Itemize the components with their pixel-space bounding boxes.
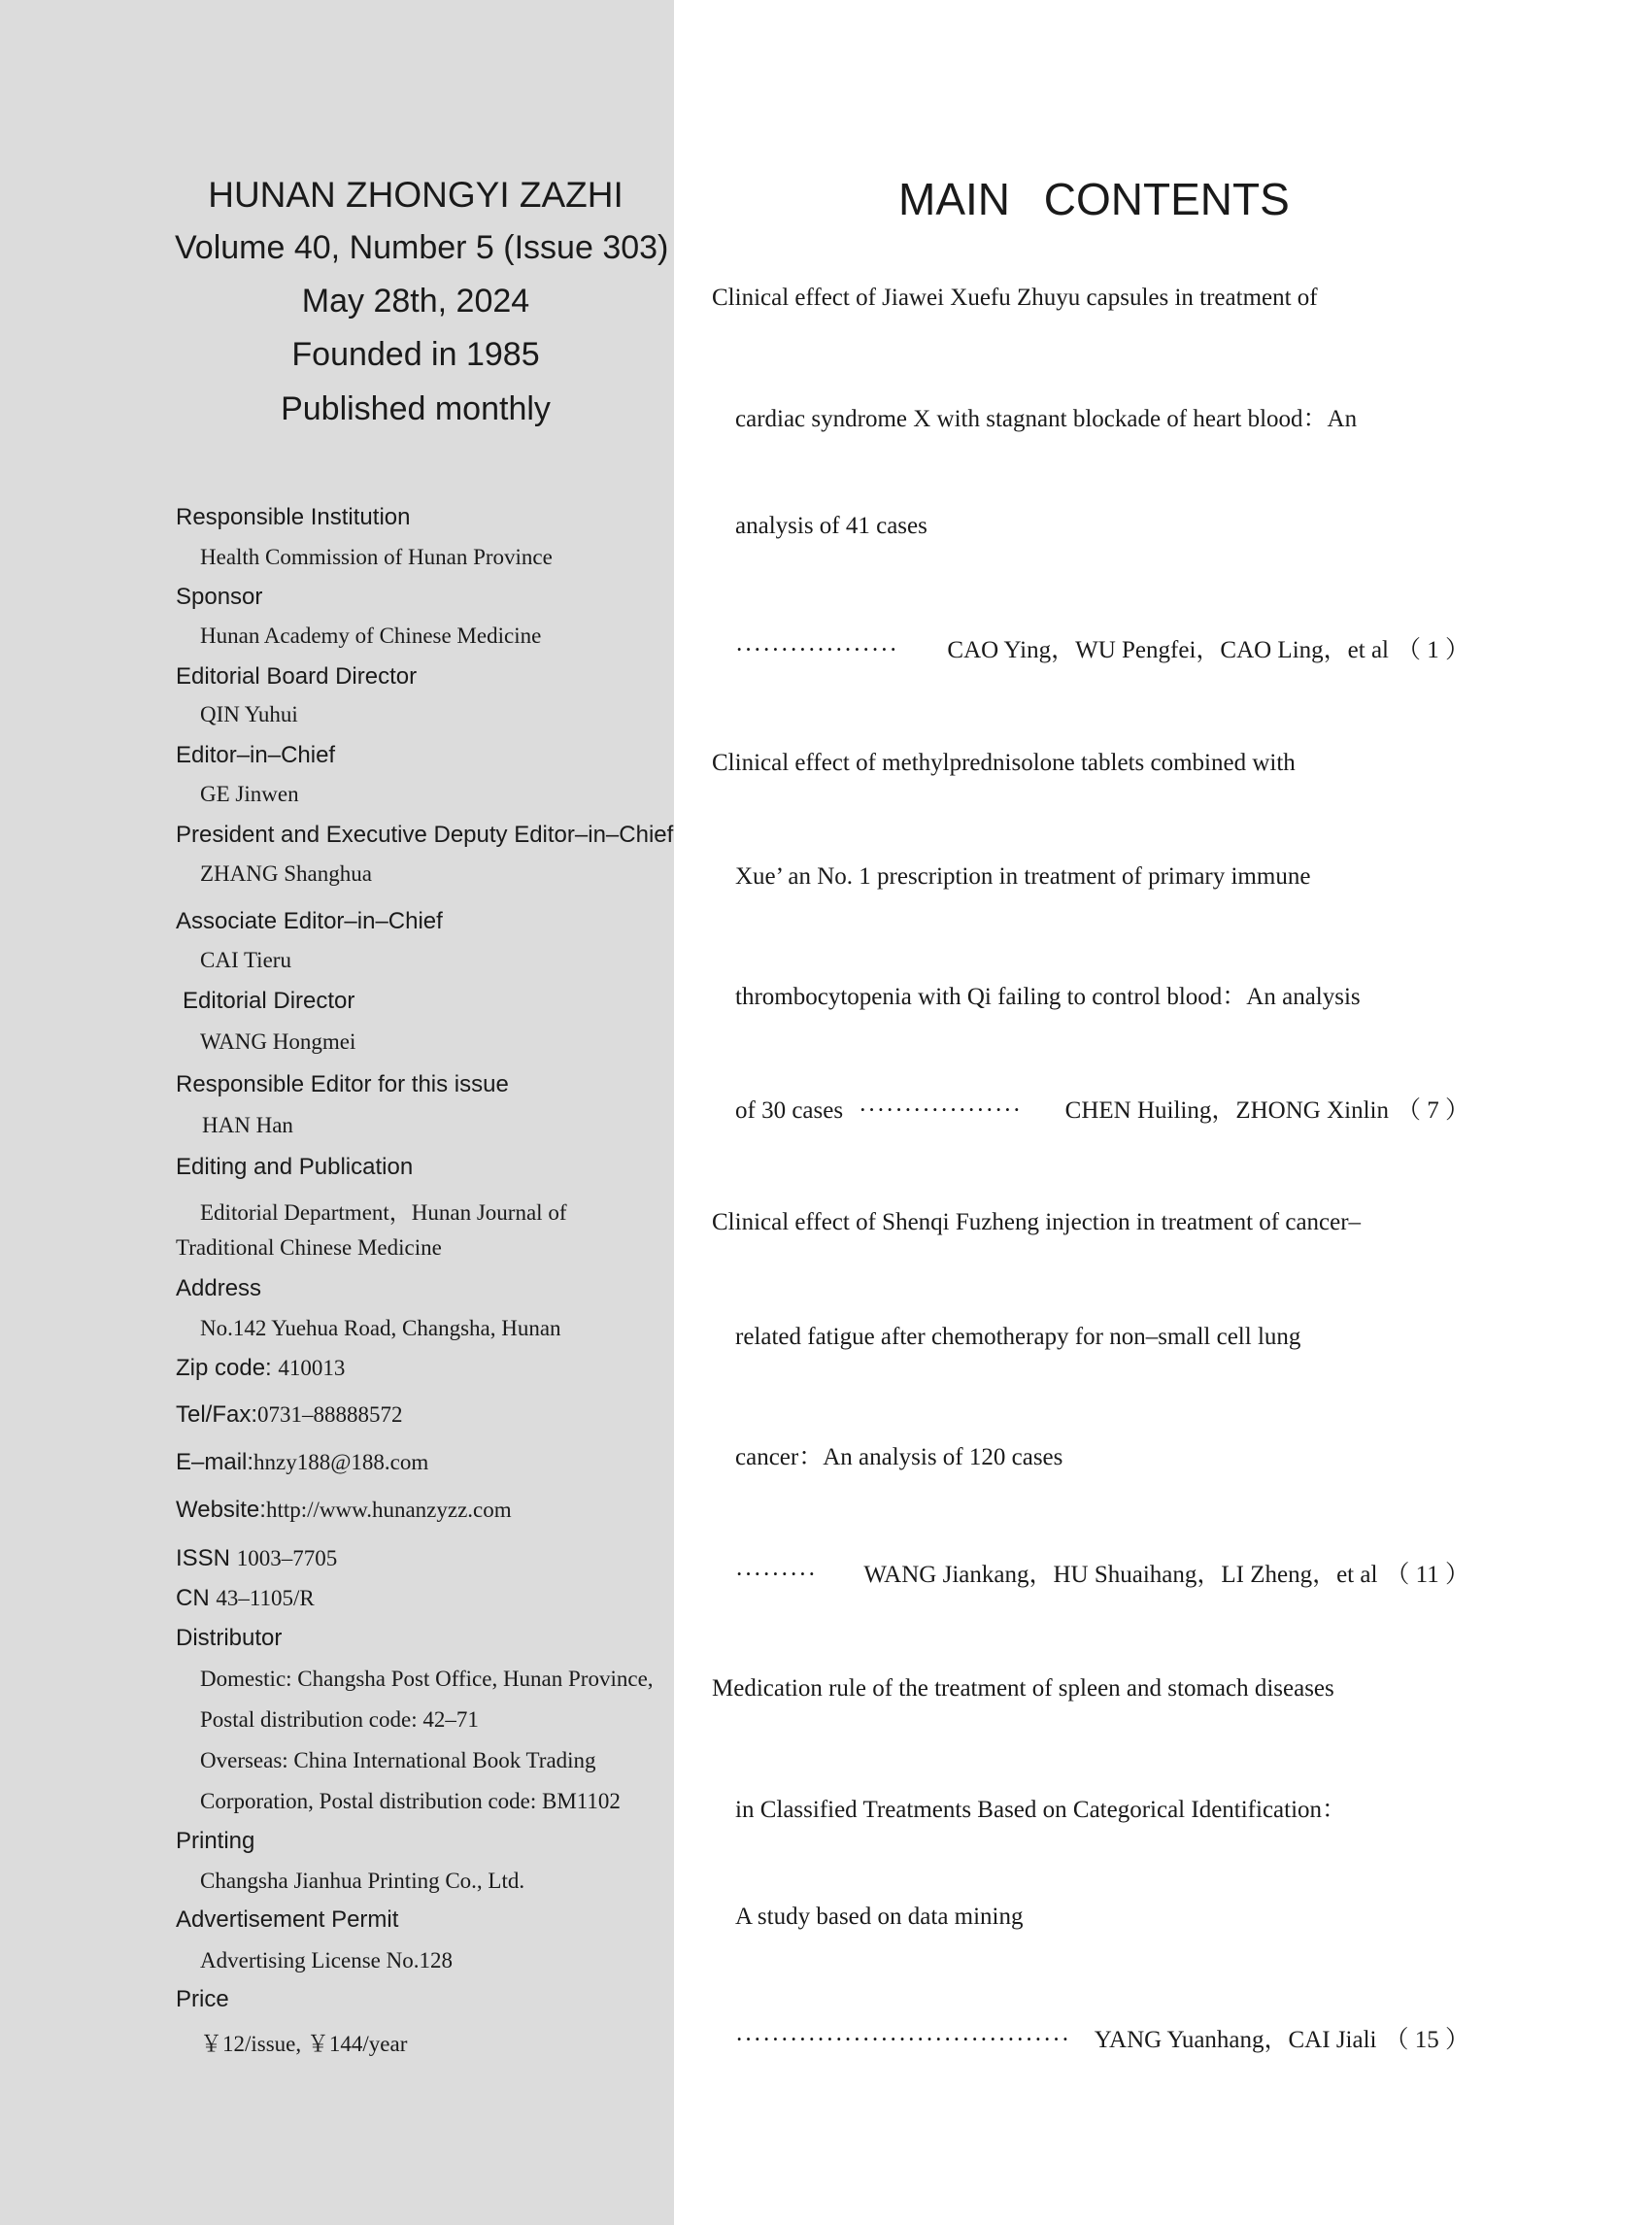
article-2-authors: CHEN Huiling，ZHONG Xinlin bbox=[1064, 1097, 1389, 1124]
distributor-label: Distributor bbox=[176, 1625, 283, 1651]
president-value: ZHANG Shanghua bbox=[200, 861, 372, 886]
printing-label: Printing bbox=[176, 1828, 255, 1854]
article-1-title-line-1[interactable]: Clinical effect of Jiawei Xuefu Zhuyu capsules in treatment of bbox=[712, 285, 1318, 311]
associate-editor-label: Associate Editor–in–Chief bbox=[176, 908, 443, 934]
email-value: hnzy188@188.com bbox=[253, 1450, 429, 1474]
issn-value: 1003–7705 bbox=[236, 1546, 338, 1570]
editing-publication-value-2: Traditional Chinese Medicine bbox=[176, 1235, 442, 1260]
editorial-director-value: WANG Hongmei bbox=[200, 1029, 356, 1054]
leader-dots: ·················· bbox=[859, 1097, 1022, 1124]
distributor-value-1: Domestic: Changsha Post Office, Hunan Province, bbox=[200, 1667, 654, 1691]
email bbox=[176, 1449, 661, 1476]
article-2-title-line-3[interactable]: thrombocytopenia with Qi failing to control blood：An analysis bbox=[735, 984, 1361, 1010]
founded-line: Founded in 1985 bbox=[291, 336, 540, 373]
article-2-title-line-2[interactable]: Xue’ an No. 1 prescription in treatment of primary immune bbox=[735, 863, 1311, 890]
board-director-label: Editorial Board Director bbox=[176, 663, 418, 690]
editorial-director-label: Editorial Director bbox=[183, 988, 355, 1014]
article-2-title-line-1[interactable]: Clinical effect of methylprednisolone tablets combined with bbox=[712, 750, 1296, 776]
associate-editor-value: CAI Tieru bbox=[200, 948, 291, 972]
article-3-title-line-1[interactable]: Clinical effect of Shenqi Fuzheng injection in treatment of cancer– bbox=[712, 1209, 1362, 1235]
address-label: Address bbox=[176, 1275, 262, 1301]
article-2-title-line-4: of 30 cases bbox=[735, 1097, 844, 1124]
responsible-editor-value: HAN Han bbox=[202, 1113, 293, 1137]
article-3-title-line-3[interactable]: cancer：An analysis of 120 cases bbox=[735, 1444, 1063, 1470]
article-1-title-line-3[interactable]: analysis of 41 cases bbox=[735, 513, 927, 539]
zip-code bbox=[176, 1355, 661, 1382]
article-3-page[interactable]: （ 11 ） bbox=[1385, 1562, 1469, 1588]
article-4-page[interactable]: （ 15 ） bbox=[1384, 2027, 1469, 2053]
website bbox=[176, 1497, 661, 1524]
article-2-byline[interactable] bbox=[735, 1091, 1469, 1126]
editor-in-chief-value: GE Jinwen bbox=[200, 782, 299, 806]
volume-line: Volume 40, Number 5 (Issue 303) bbox=[175, 229, 669, 266]
leader-dots: ····································· bbox=[735, 2027, 1071, 2053]
issn-label: ISSN bbox=[176, 1545, 237, 1571]
leader-dots: ········· bbox=[735, 1562, 817, 1588]
responsible-institution-value: Health Commission of Hunan Province bbox=[200, 545, 553, 569]
editing-publication-label: Editing and Publication bbox=[176, 1154, 414, 1180]
price-label: Price bbox=[176, 1986, 229, 2012]
article-4-byline[interactable] bbox=[735, 2020, 1469, 2055]
responsible-institution-label: Responsible Institution bbox=[176, 504, 411, 530]
sponsor-value: Hunan Academy of Chinese Medicine bbox=[200, 624, 542, 648]
price-value: ￥12/issue, ￥144/year bbox=[200, 2032, 408, 2056]
article-3-authors: WANG Jiankang，HU Shuaihang，LI Zheng，et al bbox=[863, 1562, 1378, 1588]
article-2-page[interactable]: （ 7 ） bbox=[1396, 1097, 1469, 1124]
article-3-title-line-2[interactable]: related fatigue after chemotherapy for non–small cell lung bbox=[735, 1324, 1301, 1350]
article-4-title-line-2[interactable]: in Classified Treatments Based on Categorical Identification： bbox=[735, 1797, 1347, 1823]
cn-value: 43–1105/R bbox=[216, 1586, 315, 1610]
ad-permit-label: Advertisement Permit bbox=[176, 1906, 399, 1933]
article-3-byline[interactable] bbox=[735, 1555, 1469, 1590]
editor-in-chief-label: Editor–in–Chief bbox=[176, 742, 336, 768]
ad-permit-value: Advertising License No.128 bbox=[200, 1948, 453, 1972]
website-label: Website: bbox=[176, 1497, 266, 1523]
tel-fax-label: Tel/Fax: bbox=[176, 1401, 258, 1428]
article-1-authors: CAO Ying，WU Pengfei，CAO Ling，et al bbox=[947, 637, 1389, 663]
distributor-value-3: Overseas: China International Book Trading bbox=[200, 1748, 596, 1772]
article-1-byline[interactable] bbox=[735, 630, 1469, 665]
sponsor-label: Sponsor bbox=[176, 584, 263, 610]
article-4-authors: YANG Yuanhang，CAI Jiali bbox=[1094, 2027, 1377, 2053]
article-1-title-line-2[interactable]: cardiac syndrome X with stagnant blockade of heart blood：An bbox=[735, 406, 1358, 432]
website-value: http://www.hunanzyzz.com bbox=[265, 1498, 512, 1522]
board-director-value: QIN Yuhui bbox=[200, 702, 298, 726]
article-4-title-line-3[interactable]: A study based on data mining bbox=[735, 1904, 1024, 1930]
printing-value: Changsha Jianhua Printing Co., Ltd. bbox=[200, 1869, 525, 1893]
article-4-title-line-1[interactable]: Medication rule of the treatment of spleen and stomach diseases bbox=[712, 1675, 1334, 1702]
issue-date: May 28th, 2024 bbox=[301, 283, 530, 320]
responsible-editor-label: Responsible Editor for this issue bbox=[176, 1071, 509, 1097]
zip-code-value: 410013 bbox=[278, 1356, 346, 1380]
frequency-line: Published monthly bbox=[281, 390, 551, 427]
distributor-value-4: Corporation, Postal distribution code: BM1102 bbox=[200, 1789, 621, 1813]
editing-publication-value-1: Editorial Department，Hunan Journal of bbox=[200, 1200, 567, 1225]
cn bbox=[176, 1585, 661, 1612]
address-value: No.142 Yuehua Road, Changsha, Hunan bbox=[200, 1316, 561, 1340]
president-label: President and Executive Deputy Editor–in–Chief bbox=[176, 822, 674, 848]
cn-label: CN bbox=[176, 1585, 217, 1611]
zip-code-label: Zip code: bbox=[176, 1355, 279, 1381]
article-1-page[interactable]: （ 1 ） bbox=[1396, 637, 1469, 663]
contents-title: MAIN CONTENTS bbox=[898, 174, 1290, 224]
tel-fax-value: 0731–88888572 bbox=[257, 1402, 403, 1427]
distributor-value-2: Postal distribution code: 42–71 bbox=[200, 1707, 479, 1732]
tel-fax bbox=[176, 1401, 661, 1429]
issn bbox=[176, 1545, 661, 1572]
email-label: E–mail: bbox=[176, 1449, 254, 1475]
left-panel bbox=[0, 0, 674, 2225]
leader-dots: ·················· bbox=[735, 637, 898, 663]
journal-title: HUNAN ZHONGYI ZAZHI bbox=[208, 175, 624, 215]
